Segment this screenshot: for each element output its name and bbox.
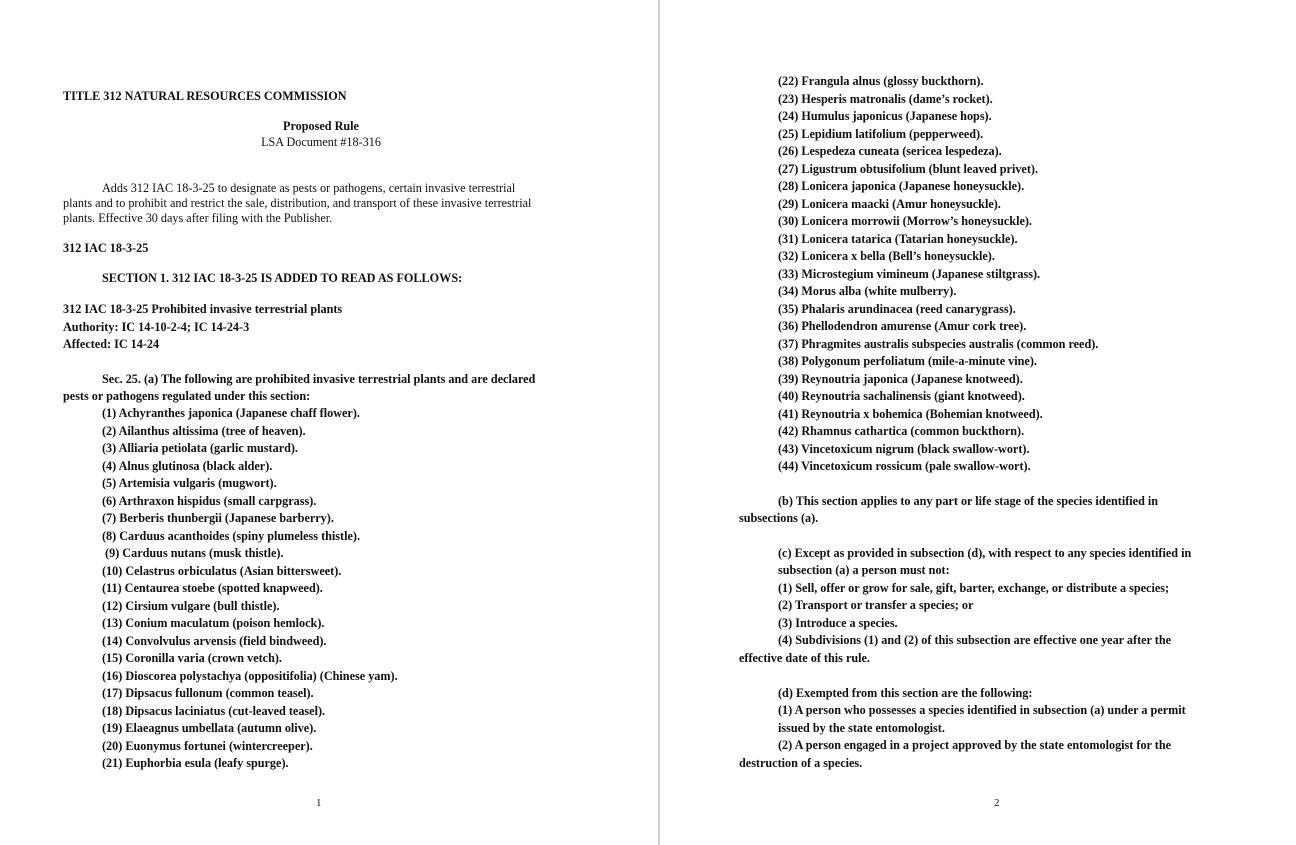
subsection-d-item: issued by the state entomologist. (778, 721, 945, 735)
summary-line: plants and to prohibit and restrict the sale, distribution, and transport of these invasive terrestrial (63, 196, 532, 210)
page-number: 2 (994, 797, 1000, 809)
list-item: (21) Euphorbia esula (leafy spurge). (102, 756, 289, 770)
list-item: (3) Alliaria petiolata (garlic mustard). (102, 441, 298, 455)
list-item: (16) Dioscorea polystachya (oppositifolia) (Chinese yam). (102, 668, 398, 683)
subsection-d-item: (2) A person engaged in a project approved by the state entomologist for the (778, 738, 1172, 752)
authority-line: Authority: IC 14-10-2-4; IC 14-24-3 (63, 320, 250, 334)
list-item: (7) Berberis thunbergii (Japanese barberry). (102, 511, 334, 525)
list-item: (4) Alnus glutinosa (black alder). (102, 458, 273, 473)
list-item: (32) Lonicera x bella (Bell’s honeysuckle). (778, 249, 995, 263)
subsection-c-item: (3) Introduce a species. (778, 616, 898, 630)
species-list-continued (778, 73, 1098, 476)
list-item: (15) Coronilla varia (crown vetch). (102, 651, 282, 665)
list-item: (44) Vincetoxicum rossicum (pale swallow-wort). (778, 459, 1031, 473)
section-intro: Sec. 25. (a) The following are prohibited invasive terrestrial plants and are declared (102, 372, 536, 386)
rule-type: Proposed Rule (283, 119, 359, 133)
list-item: (10) Celastrus orbiculatus (Asian bittersweet). (102, 563, 342, 578)
subsection-c-item: (2) Transport or transfer a species; or (778, 598, 974, 612)
subsection-b: subsections (a). (739, 511, 819, 525)
list-item: (27) Ligustrum obtusifolium (blunt leaved privet). (778, 161, 1039, 176)
list-item: (37) Phragmites australis subspecies australis (common reed). (778, 336, 1099, 351)
list-item: (26) Lespedeza cuneata (sericea lespedeza). (778, 144, 1002, 158)
document-title: TITLE 312 NATURAL RESOURCES COMMISSION (63, 89, 347, 103)
affected-line: Affected: IC 14-24 (63, 337, 160, 351)
subsection-c: subsection (a) a person must not: (778, 563, 950, 577)
list-item: (13) Conium maculatum (poison hemlock). (102, 616, 325, 630)
subsection-c-item: (1) Sell, offer or grow for sale, gift, barter, exchange, or distribute a species; (778, 581, 1170, 595)
list-item: (34) Morus alba (white mulberry). (778, 284, 957, 298)
species-list (102, 405, 398, 773)
subsection-c: (c) Except as provided in subsection (d), with respect to any species identified in (778, 546, 1192, 560)
list-item: (18) Dipsacus laciniatus (cut-leaved teasel). (102, 703, 326, 718)
list-item: (40) Reynoutria sachalinensis (giant knotweed). (778, 389, 1025, 403)
list-item: (17) Dipsacus fullonum (common teasel). (102, 686, 314, 700)
list-item: (41) Reynoutria x bohemica (Bohemian knotweed). (778, 406, 1043, 421)
section-heading: SECTION 1. 312 IAC 18-3-25 IS ADDED TO READ AS FOLLOWS: (102, 271, 463, 285)
section-reference: 312 IAC 18-3-25 (63, 241, 149, 255)
list-item: (8) Carduus acanthoides (spiny plumeless thistle). (102, 528, 360, 543)
list-item: (30) Lonicera morrowii (Morrow’s honeysuckle). (778, 214, 1032, 228)
list-item: (5) Artemisia vulgaris (mugwort). (102, 476, 277, 490)
list-item: (6) Arthraxon hispidus (small carpgrass). (102, 493, 317, 508)
page-number: 1 (316, 797, 322, 809)
subsection-d-item: destruction of a species. (739, 756, 863, 770)
list-item: (23) Hesperis matronalis (dame’s rocket). (778, 91, 993, 106)
list-item: (28) Lonicera japonica (Japanese honeysuckle). (778, 179, 1025, 193)
list-item: (24) Humulus japonicus (Japanese hops). (778, 109, 992, 123)
summary-line: Adds 312 IAC 18-3-25 to designate as pests or pathogens, certain invasive terrestrial (102, 181, 516, 195)
subsection-c-item: (4) Subdivisions (1) and (2) of this subsection are effective one year after the (778, 633, 1172, 647)
list-item: (42) Rhamnus cathartica (common buckthorn). (778, 424, 1025, 438)
rule-title: 312 IAC 18-3-25 Prohibited invasive terrestrial plants (63, 302, 343, 316)
page-2 (660, 0, 1296, 845)
list-item: (39) Reynoutria japonica (Japanese knotweed). (778, 371, 1023, 386)
subsection-d: (d) Exempted from this section are the following: (778, 686, 1033, 700)
list-item: (35) Phalaris arundinacea (reed canarygrass). (778, 301, 1016, 316)
list-item: (20) Euonymus fortunei (wintercreeper). (102, 738, 313, 753)
subsection-c-item: effective date of this rule. (739, 651, 870, 665)
list-item: (11) Centaurea stoebe (spotted knapweed). (102, 581, 323, 595)
list-item: (22) Frangula alnus (glossy buckthorn). (778, 74, 984, 88)
list-item: (25) Lepidium latifolium (pepperweed). (778, 126, 984, 141)
list-item: (43) Vincetoxicum nigrum (black swallow-wort). (778, 441, 1030, 456)
section-intro: pests or pathogens regulated under this section: (63, 389, 311, 403)
subsection-b: (b) This section applies to any part or life stage of the species identified in (778, 494, 1159, 508)
list-item: (12) Cirsium vulgare (bull thistle). (102, 598, 280, 613)
list-item: (2) Ailanthus altissima (tree of heaven). (102, 423, 306, 438)
list-item: (36) Phellodendron amurense (Amur cork tree). (778, 319, 1027, 333)
list-item: (31) Lonicera tatarica (Tatarian honeysuckle). (778, 231, 1018, 246)
summary-line: plants. Effective 30 days after filing with the Publisher. (63, 211, 333, 225)
list-item: (33) Microstegium vimineum (Japanese stiltgrass). (778, 266, 1041, 281)
lsa-document-number: LSA Document #18-316 (261, 135, 381, 149)
subsection-d-item: (1) A person who possesses a species identified in subsection (a) under a permit (778, 703, 1186, 717)
list-item: (9) Carduus nutans (musk thistle). (102, 546, 284, 560)
list-item: (1) Achyranthes japonica (Japanese chaff flower). (102, 406, 360, 420)
list-item: (14) Convolvulus arvensis (field bindweed). (102, 633, 327, 648)
list-item: (29) Lonicera maacki (Amur honeysuckle). (778, 196, 1001, 211)
list-item: (38) Polygonum perfoliatum (mile-a-minute vine). (778, 354, 1037, 368)
list-item: (19) Elaeagnus umbellata (autumn olive). (102, 721, 317, 735)
